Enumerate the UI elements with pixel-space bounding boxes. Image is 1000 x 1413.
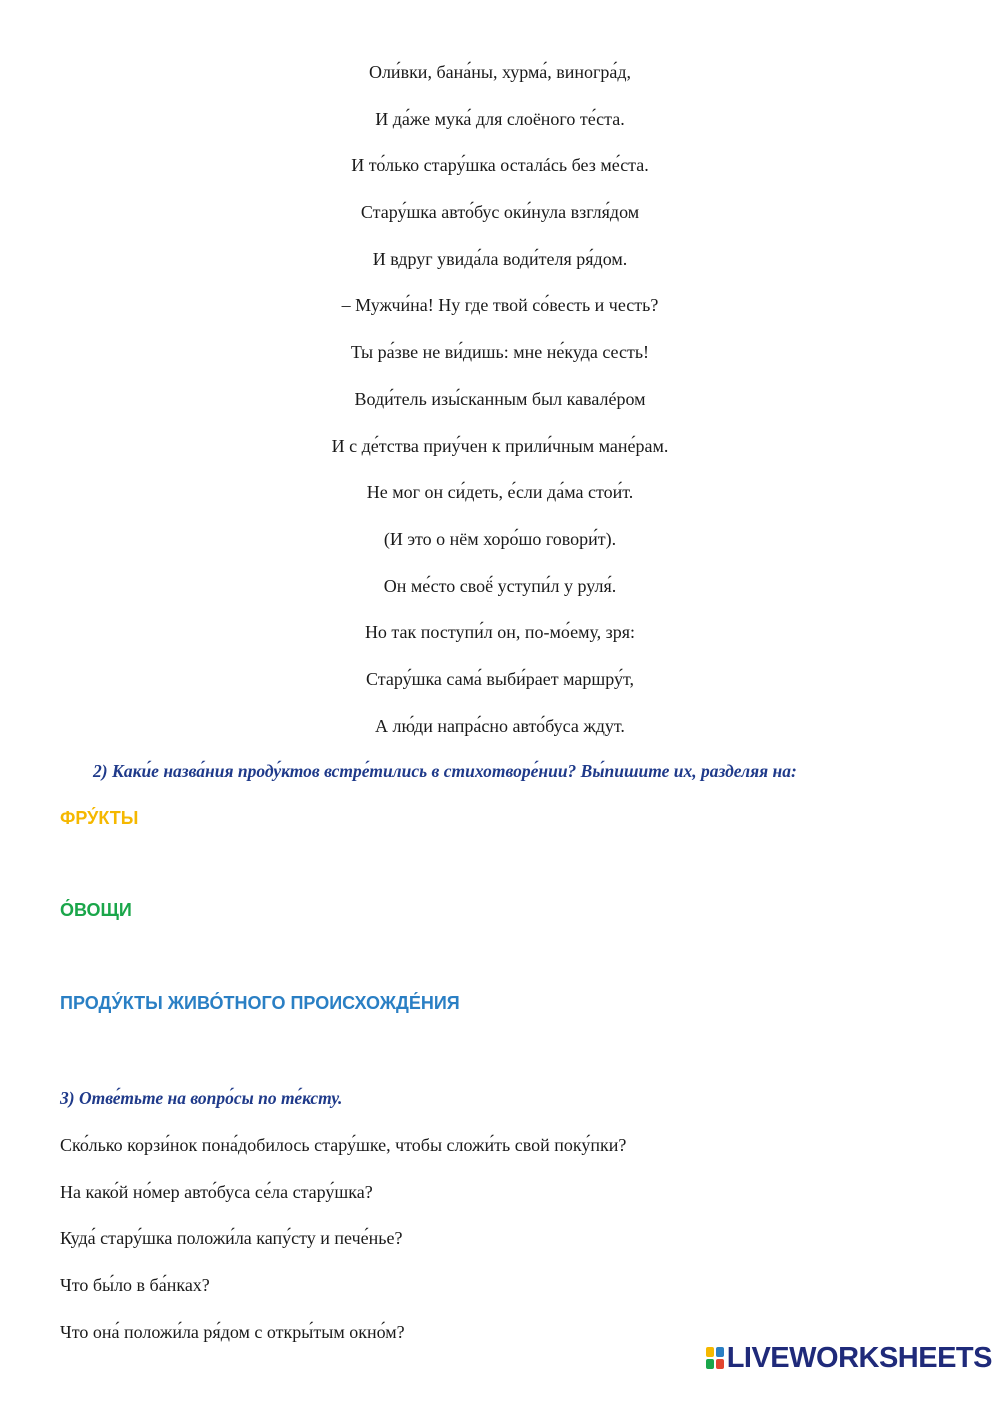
poem-line: (И это о нём хоро́шо говори́т). bbox=[383, 528, 617, 549]
logo-text: LIVEWORKSHEETS bbox=[726, 1341, 992, 1374]
question-item: Что бы́ло в ба́нках? bbox=[60, 1275, 210, 1296]
poem-line: – Мужчи́на! Ну где твой со́весть и честь? bbox=[341, 295, 659, 316]
poem-line: Но так поступи́л он, по-мо́ему, зря: bbox=[364, 622, 636, 643]
poem-line: Он ме́сто своё́ уступи́л у руля́. bbox=[383, 575, 617, 596]
task-2-heading: 2) Каки́е назва́ния проду́ктов встре́тились в стихотворе́нии? Вы́пишите их, разделяя на: bbox=[93, 761, 797, 781]
questions-list bbox=[60, 1135, 626, 1368]
poem-line: Стару́шка авто́бус оки́нула взгля́дом bbox=[360, 202, 640, 223]
poem-line: И вдруг увида́ла води́теля ря́дом. bbox=[372, 248, 628, 269]
poem-line: И да́же мука́ для слоёного те́ста. bbox=[375, 108, 625, 129]
category-animal-products: ПРОДУ́КТЫ ЖИВО́ТНОГО ПРОИСХОЖДЕ́НИЯ bbox=[60, 993, 460, 1013]
poem-line: А лю́ди напра́сно авто́буса ждут. bbox=[375, 715, 625, 736]
poem bbox=[0, 50, 1000, 750]
poem-line: И то́лько стару́шка осталáсь без ме́ста. bbox=[351, 155, 649, 176]
question-item: На како́й но́мер авто́буса се́ла стару́шка? bbox=[60, 1181, 373, 1202]
poem-line: Ты ра́зве не ви́дишь: мне не́куда сесть! bbox=[350, 342, 650, 363]
liveworksheets-logo-icon bbox=[706, 1347, 724, 1369]
question-item: Ско́лько корзи́нок пона́добилось стару́шке, чтобы сложи́ть свой поку́пки? bbox=[60, 1135, 627, 1155]
category-vegetables: О́ВОЩИ bbox=[60, 900, 132, 920]
task-3-heading: 3) Отве́тьте на вопро́сы по те́ксту. bbox=[60, 1088, 343, 1108]
liveworksheets-logo[interactable] bbox=[706, 1341, 992, 1375]
poem-line: Не мог он си́деть, е́сли да́ма стои́т. bbox=[366, 482, 634, 503]
poem-line: Оли́вки, бана́ны, хурма́, виногра́д, bbox=[368, 62, 632, 82]
question-item: Куда́ стару́шка положи́ла капу́сту и пече́нье? bbox=[60, 1228, 403, 1249]
poem-line: И с де́тства приу́чен к прили́чным мане́рам. bbox=[331, 435, 669, 456]
question-item: Что она́ положи́ла ря́дом с откры́тым окно́м? bbox=[60, 1321, 405, 1342]
category-fruits: ФРУ́КТЫ bbox=[60, 808, 139, 828]
poem-line: Стару́шка сама́ выби́рает маршру́т, bbox=[365, 668, 634, 689]
poem-line: Води́тель изы́сканным был кавалéром bbox=[354, 388, 646, 409]
